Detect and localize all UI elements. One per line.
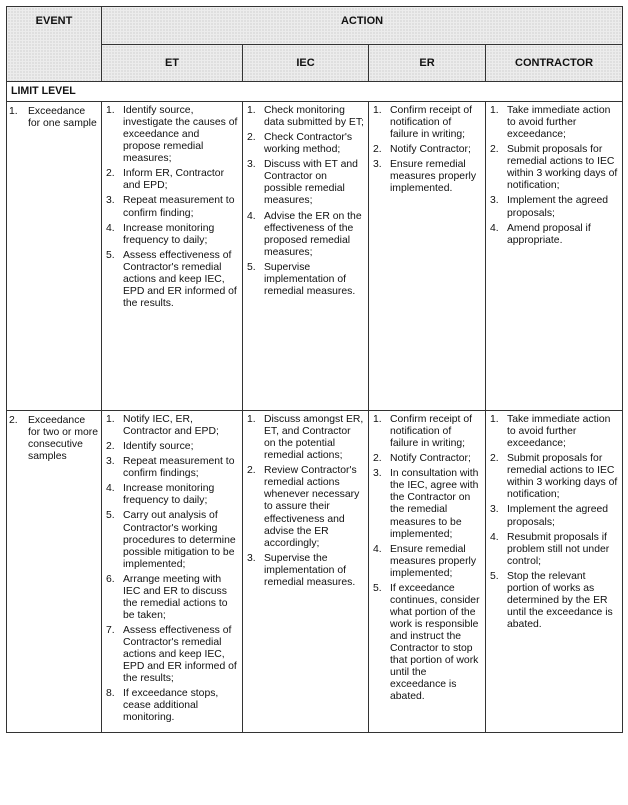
table-row (7, 102, 623, 411)
list-item-number: 2. (490, 453, 499, 465)
list-item-text: Identify source; (123, 441, 194, 453)
list-item-text: Supervise implementation of remedial measures. (264, 261, 356, 297)
list-item-number: 3. (490, 504, 499, 516)
column-header-iec: IEC (243, 45, 369, 82)
list-item-number: 2. (373, 144, 382, 156)
list-item-text: Advise the ER on the effectiveness of the proposed remedial measures; (264, 210, 362, 258)
list-item-text: If exceedance continues, consider what portion of the work is responsible and instruct the Contractor to stop that portion of work until the exceedance is abated. (390, 582, 480, 703)
list-item-text: Ensure remedial measures properly implemented; (390, 543, 477, 579)
list-item (106, 483, 239, 507)
list-item-number: 1. (247, 414, 256, 425)
list-item (373, 144, 482, 156)
list-item-number: 4. (106, 222, 115, 234)
action-header: ACTION (102, 7, 623, 45)
column-header-contractor: CONTRACTOR (486, 45, 623, 82)
er-actions-cell (369, 411, 486, 733)
event-cell (7, 411, 102, 733)
list-item (106, 195, 239, 219)
list-item (247, 132, 365, 156)
list-item-number: 4. (106, 483, 115, 495)
list-item (373, 159, 482, 195)
list-item-text: Notify Contractor; (390, 144, 471, 156)
list-item-number: 2. (247, 465, 256, 477)
list-item-number: 5. (373, 582, 382, 594)
event-text: Exceedance for two or more consecutive samples (28, 415, 98, 463)
contractor-action-list (490, 105, 619, 247)
list-item (106, 688, 239, 724)
list-item-number: 4. (490, 531, 499, 543)
list-item (490, 105, 619, 141)
list-item-number: 1. (106, 414, 115, 425)
list-item-text: Take immediate action to avoid further exceedance; (507, 414, 611, 450)
list-item-number: 3. (373, 468, 382, 480)
list-item (373, 105, 482, 141)
event-number: 2. (9, 415, 18, 426)
list-item-number: 4. (247, 210, 256, 222)
iec-actions-cell (243, 411, 369, 733)
table-row (7, 411, 623, 733)
list-item-number: 2. (247, 132, 256, 144)
list-item-number: 2. (373, 453, 382, 465)
list-item-text: Inform ER, Contractor and EPD; (123, 168, 225, 192)
list-item (106, 250, 239, 310)
list-item (490, 453, 619, 501)
list-item-number: 2. (106, 441, 115, 453)
contractor-actions-cell (486, 102, 623, 411)
list-item-number: 1. (373, 105, 382, 116)
list-item-text: Assess effectiveness of Contractor's remedial actions and keep IEC, EPD and ER informed of the results. (123, 249, 237, 309)
list-item (373, 544, 482, 580)
contractor-action-list (490, 414, 619, 631)
event-text: Exceedance for one sample (28, 106, 97, 130)
list-item (106, 574, 239, 622)
list-item (106, 414, 239, 438)
list-item (247, 211, 365, 259)
list-item (490, 504, 619, 528)
action-plan-table (6, 6, 623, 733)
event-cell (7, 102, 102, 411)
list-item-text: Increase monitoring frequency to daily; (123, 222, 215, 246)
list-item-text: Supervise the implementation of remedial measures. (264, 552, 356, 588)
list-item-text: Discuss with ET and Contractor on possible remedial measures; (264, 159, 358, 207)
list-item (106, 223, 239, 247)
list-item-number: 2. (490, 144, 499, 156)
list-item-number: 6. (106, 573, 115, 585)
list-item-text: Assess effectiveness of Contractor's remedial actions and keep IEC, EPD and ER informed of the results; (123, 625, 237, 685)
list-item-number: 1. (490, 105, 499, 116)
list-item-number: 4. (490, 222, 499, 234)
iec-action-list (247, 105, 365, 298)
er-action-list (373, 105, 482, 195)
list-item (490, 414, 619, 450)
list-item-text: Increase monitoring frequency to daily; (123, 483, 215, 507)
er-actions-cell (369, 102, 486, 411)
contractor-actions-cell (486, 411, 623, 733)
list-item (373, 453, 482, 465)
list-item-text: Repeat measurement to confirm finding; (123, 195, 235, 219)
list-item-text: Arrange meeting with IEC and ER to discuss the remedial actions to be taken; (123, 573, 228, 621)
list-item (247, 465, 365, 549)
list-item (106, 625, 239, 685)
list-item-text: Check monitoring data submitted by ET; (264, 105, 364, 129)
list-item (106, 105, 239, 165)
list-item-text: Ensure remedial measures properly implemented. (390, 159, 477, 195)
et-action-list (106, 105, 239, 310)
er-action-list (373, 414, 482, 703)
list-item (247, 553, 365, 589)
list-item-text: Submit proposals for remedial actions to IEC within 3 working days of notification; (507, 144, 618, 192)
list-item (247, 105, 365, 129)
event-header: EVENT (7, 7, 102, 82)
list-item-text: Check Contractor's working method; (264, 132, 353, 156)
list-item (373, 583, 482, 704)
list-item-text: Carry out analysis of Contractor's working procedures to determine possible mitigation to be implemented; (123, 510, 236, 570)
list-item-number: 4. (373, 543, 382, 555)
event-number: 1. (9, 106, 18, 117)
list-item-text: Implement the agreed proposals; (507, 504, 609, 528)
list-item-text: Implement the agreed proposals; (507, 195, 609, 219)
list-item-text: Repeat measurement to confirm findings; (123, 456, 235, 480)
list-item (490, 532, 619, 568)
list-item (373, 468, 482, 540)
list-item-text: Review Contractor's remedial actions whenever necessary to assure their effectiveness and advise the ER accordingly; (264, 465, 360, 549)
list-item-number: 7. (106, 625, 115, 636)
list-item-text: Amend proposal if appropriate. (507, 222, 591, 246)
list-item-number: 3. (106, 456, 115, 468)
list-item-text: Notify Contractor; (390, 453, 471, 465)
list-item-text: If exceedance stops, cease additional monitoring. (123, 688, 219, 724)
list-item-number: 3. (490, 195, 499, 207)
list-item-number: 3. (373, 159, 382, 171)
list-item (247, 414, 365, 462)
list-item-text: Take immediate action to avoid further exceedance; (507, 105, 611, 141)
list-item-number: 3. (247, 552, 256, 564)
et-action-list (106, 414, 239, 725)
list-item-number: 3. (247, 159, 256, 171)
section-title: LIMIT LEVEL (7, 82, 623, 102)
list-item (106, 168, 239, 192)
iec-action-list (247, 414, 365, 589)
list-item (247, 262, 365, 298)
list-item (106, 441, 239, 453)
list-item-number: 5. (490, 570, 499, 582)
list-item-text: Confirm receipt of notification of failure in writing; (390, 414, 472, 450)
list-item-text: Resubmit proposals if problem still not under control; (507, 531, 610, 567)
list-item-number: 5. (247, 261, 256, 273)
list-item-number: 8. (106, 688, 115, 700)
iec-actions-cell (243, 102, 369, 411)
list-item-text: Discuss amongst ER, ET, and Contractor on the potential remedial actions; (264, 414, 364, 462)
list-item-text: Confirm receipt of notification of failure in writing; (390, 105, 472, 141)
list-item (490, 144, 619, 192)
list-item-text: Stop the relevant portion of works as determined by the ER until the exceedance is abated. (507, 570, 613, 630)
list-item-number: 5. (106, 510, 115, 522)
list-item-number: 1. (247, 105, 256, 116)
list-item (490, 571, 619, 631)
list-item (490, 223, 619, 247)
list-item-number: 1. (490, 414, 499, 425)
list-item-number: 1. (106, 105, 115, 116)
list-item (490, 195, 619, 219)
list-item-text: In consultation with the IEC, agree with the Contractor on the remedial measures to be implemented; (390, 468, 479, 540)
list-item-text: Submit proposals for remedial actions to IEC within 3 working days of notification; (507, 453, 618, 501)
list-item-number: 1. (373, 414, 382, 425)
list-item (247, 159, 365, 207)
et-actions-cell (102, 102, 243, 411)
list-item-text: Notify IEC, ER, Contractor and EPD; (123, 414, 219, 438)
list-item-number: 2. (106, 168, 115, 180)
et-actions-cell (102, 411, 243, 733)
list-item-number: 5. (106, 249, 115, 261)
list-item (373, 414, 482, 450)
list-item (106, 456, 239, 480)
column-header-er: ER (369, 45, 486, 82)
list-item-number: 3. (106, 195, 115, 207)
column-header-et: ET (102, 45, 243, 82)
list-item-text: Identify source, investigate the causes of exceedance and propose remedial measures; (123, 105, 238, 165)
list-item (106, 510, 239, 570)
